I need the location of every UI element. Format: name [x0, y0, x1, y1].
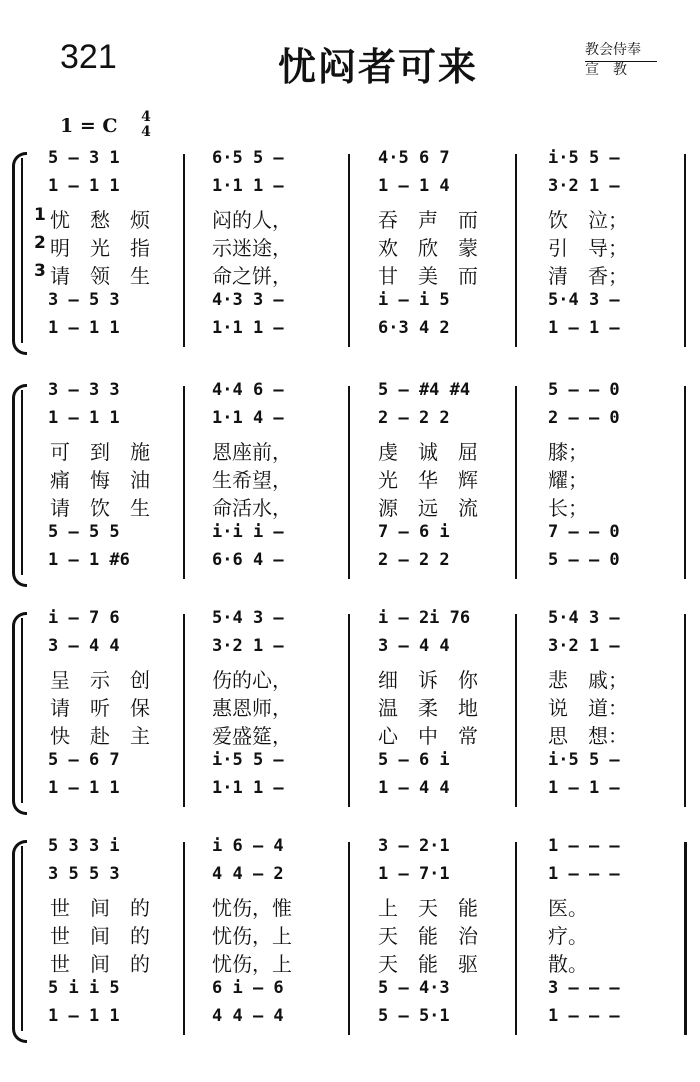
- upper-voice-measure: 1 — 1 1: [48, 408, 120, 428]
- lower-voice-measure: 5 — 6 7: [48, 750, 120, 770]
- time-signature-top: 4: [141, 109, 151, 125]
- verse-number: 2: [34, 233, 46, 253]
- verse-number: 3: [34, 261, 46, 281]
- barline: [183, 154, 185, 347]
- barline: [348, 614, 350, 807]
- score-system: [0, 380, 700, 585]
- system-bracket-line: [21, 158, 23, 343]
- lyric-measure: 可 到 施: [50, 440, 150, 464]
- lyric-measure: 请 领 生: [50, 264, 150, 288]
- lyric-measure: 医。: [548, 896, 588, 920]
- lyric-measure: 世 间 的: [50, 952, 150, 976]
- hymn-credit: [585, 40, 641, 80]
- lyric-measure: 光 华 辉: [378, 468, 478, 492]
- lower-voice-measure: 1 — 1 1: [48, 778, 120, 798]
- lyric-measure: 闷的人，: [212, 208, 292, 232]
- barline: [348, 386, 350, 579]
- lyric-measure: 爱盛筵，: [212, 724, 292, 748]
- lyric-measure: 生希望，: [212, 468, 292, 492]
- upper-voice-measure: 5 — #4 #4: [378, 380, 471, 400]
- lyric-measure: 心 中 常: [378, 724, 478, 748]
- lower-voice-measure: 1 — 4 4: [378, 778, 450, 798]
- lyric-measure: 痛 悔 油: [50, 468, 150, 492]
- upper-voice-measure: 5 — 3 1: [48, 148, 120, 168]
- lyric-measure: 思 想：: [548, 724, 628, 748]
- lower-voice-measure: 5 — — 0: [548, 550, 620, 570]
- system-bracket: [12, 612, 27, 815]
- lyric-measure: 命之饼，: [212, 264, 292, 288]
- lyric-measure: 上 天 能: [378, 896, 478, 920]
- lyric-measure: 忧伤，上: [212, 924, 292, 948]
- barline: [348, 154, 350, 347]
- lower-voice-measure: i·5 5 —: [548, 750, 620, 770]
- upper-voice-measure: 3 — 4 4: [48, 636, 120, 656]
- lyric-measure: 天 能 驱: [378, 952, 478, 976]
- lower-voice-measure: 1 — 1 1: [48, 1006, 120, 1026]
- lyric-measure: 甘 美 而: [378, 264, 478, 288]
- lyric-measure: 示迷途，: [212, 236, 292, 260]
- lyric-measure: 说 道：: [548, 696, 628, 720]
- lyric-measure: 悲 戚；: [548, 668, 628, 692]
- upper-voice-measure: i 6 — 4: [212, 836, 284, 856]
- lower-voice-measure: 3 — — —: [548, 978, 620, 998]
- barline: [183, 842, 185, 1035]
- credit-divider: [585, 61, 657, 62]
- barline: [684, 842, 687, 1035]
- upper-voice-measure: i — 7 6: [48, 608, 120, 628]
- lower-voice-measure: 7 — 6 i: [378, 522, 450, 542]
- barline: [684, 154, 686, 347]
- time-signature-bottom: 4: [141, 124, 151, 140]
- system-bracket: [12, 152, 27, 355]
- upper-voice-measure: 4·5 6 7: [378, 148, 450, 168]
- lyric-measure: 呈 示 创: [50, 668, 150, 692]
- upper-voice-measure: 5 3 3 i: [48, 836, 120, 856]
- lyric-measure: 清 香；: [548, 264, 628, 288]
- upper-voice-measure: 5·4 3 —: [548, 608, 620, 628]
- lyric-measure: 明 光 指: [50, 236, 150, 260]
- barline: [183, 614, 185, 807]
- lyric-measure: 散。: [548, 952, 588, 976]
- upper-voice-measure: 5·4 3 —: [212, 608, 284, 628]
- lyric-measure: 命活水，: [212, 496, 292, 520]
- hymn-title: 忧闷者可来: [278, 45, 479, 89]
- lyric-measure: 世 间 的: [50, 924, 150, 948]
- time-signature: [140, 110, 152, 140]
- upper-voice-measure: 1 — 1 1: [48, 176, 120, 196]
- barline: [684, 386, 686, 579]
- upper-voice-measure: 1·1 1 —: [212, 176, 284, 196]
- barline: [515, 842, 517, 1035]
- barline: [515, 386, 517, 579]
- lower-voice-measure: 1 — — —: [548, 1006, 620, 1026]
- system-bracket-line: [21, 846, 23, 1031]
- lyric-measure: 欢 欣 蒙: [378, 236, 478, 260]
- lyric-measure: 忧 愁 烦: [50, 208, 150, 232]
- system-bracket-line: [21, 618, 23, 803]
- score-system: [0, 836, 700, 1041]
- credit-line: 宣 教: [585, 62, 627, 78]
- upper-voice-measure: 3·2 1 —: [548, 176, 620, 196]
- score-system: [0, 148, 700, 353]
- upper-voice-measure: 3 — 4 4: [378, 636, 450, 656]
- lower-voice-measure: 4 4 — 4: [212, 1006, 284, 1026]
- upper-voice-measure: 1 — — —: [548, 836, 620, 856]
- lyric-measure: 忧伤，上: [212, 952, 292, 976]
- verse-number: 1: [34, 205, 46, 225]
- lower-voice-measure: 1 — 1 —: [548, 318, 620, 338]
- lyric-measure: 吞 声 而: [378, 208, 478, 232]
- lyric-measure: 耀；: [548, 468, 588, 492]
- upper-voice-measure: 4 4 — 2: [212, 864, 284, 884]
- lower-voice-measure: 1 — 1 —: [548, 778, 620, 798]
- lower-voice-measure: 4·3 3 —: [212, 290, 284, 310]
- lyric-measure: 引 导；: [548, 236, 628, 260]
- lower-voice-measure: 1·1 1 —: [212, 318, 284, 338]
- system-bracket: [12, 384, 27, 587]
- lyric-measure: 疗。: [548, 924, 588, 948]
- lyric-measure: 请 听 保: [50, 696, 150, 720]
- lyric-measure: 长；: [548, 496, 588, 520]
- lyric-measure: 快 赴 主: [50, 724, 150, 748]
- upper-voice-measure: 5 — — 0: [548, 380, 620, 400]
- upper-voice-measure: 1 — 1 4: [378, 176, 450, 196]
- upper-voice-measure: 1 — 7·1: [378, 864, 450, 884]
- lower-voice-measure: 1 — 1 #6: [48, 550, 130, 570]
- lower-voice-measure: i — i 5: [378, 290, 450, 310]
- score-system: [0, 608, 700, 813]
- lyric-measure: 膝；: [548, 440, 588, 464]
- barline: [348, 842, 350, 1035]
- lower-voice-measure: 3 — 5 3: [48, 290, 120, 310]
- lower-voice-measure: 5 i i 5: [48, 978, 120, 998]
- barline: [183, 386, 185, 579]
- upper-voice-measure: 3·2 1 —: [212, 636, 284, 656]
- lyric-measure: 温 柔 地: [378, 696, 478, 720]
- lower-voice-measure: 5 — 4·3: [378, 978, 450, 998]
- lower-voice-measure: 2 — 2 2: [378, 550, 450, 570]
- upper-voice-measure: i·5 5 —: [548, 148, 620, 168]
- upper-voice-measure: 1 — — —: [548, 864, 620, 884]
- lower-voice-measure: 5·4 3 —: [548, 290, 620, 310]
- lyric-measure: 饮 泣；: [548, 208, 628, 232]
- lower-voice-measure: i·i i —: [212, 522, 284, 542]
- lyric-measure: 虔 诚 屈: [378, 440, 478, 464]
- upper-voice-measure: 2 — — 0: [548, 408, 620, 428]
- upper-voice-measure: 3 — 2·1: [378, 836, 450, 856]
- lower-voice-measure: 1 — 1 1: [48, 318, 120, 338]
- hymn-number: 321: [60, 38, 117, 76]
- barline: [515, 614, 517, 807]
- upper-voice-measure: 3 — 3 3: [48, 380, 120, 400]
- upper-voice-measure: 1·1 4 —: [212, 408, 284, 428]
- upper-voice-measure: 3·2 1 —: [548, 636, 620, 656]
- upper-voice-measure: 4·4 6 —: [212, 380, 284, 400]
- upper-voice-measure: 2 — 2 2: [378, 408, 450, 428]
- lower-voice-measure: 6·6 4 —: [212, 550, 284, 570]
- lower-voice-measure: 5 — 6 i: [378, 750, 450, 770]
- upper-voice-measure: 6·5 5 —: [212, 148, 284, 168]
- lower-voice-measure: i·5 5 —: [212, 750, 284, 770]
- barline: [515, 154, 517, 347]
- lower-voice-measure: 1·1 1 —: [212, 778, 284, 798]
- lyric-measure: 天 能 治: [378, 924, 478, 948]
- lyric-measure: 世 间 的: [50, 896, 150, 920]
- lower-voice-measure: 7 — — 0: [548, 522, 620, 542]
- credit-line: 教会侍奉: [585, 42, 641, 58]
- key-signature: 1 = C: [60, 115, 118, 137]
- upper-voice-measure: 3 5 5 3: [48, 864, 120, 884]
- upper-voice-measure: i — 2i 76: [378, 608, 471, 628]
- lyric-measure: 请 饮 生: [50, 496, 150, 520]
- lyric-measure: 源 远 流: [378, 496, 478, 520]
- lower-voice-measure: 6·3 4 2: [378, 318, 450, 338]
- lyric-measure: 忧伤，惟: [212, 896, 292, 920]
- lyric-measure: 细 诉 你: [378, 668, 478, 692]
- lower-voice-measure: 5 — 5 5: [48, 522, 120, 542]
- system-bracket: [12, 840, 27, 1043]
- lyric-measure: 伤的心，: [212, 668, 292, 692]
- lower-voice-measure: 5 — 5·1: [378, 1006, 450, 1026]
- lyric-measure: 恩座前，: [212, 440, 292, 464]
- barline: [684, 614, 686, 807]
- system-bracket-line: [21, 390, 23, 575]
- lower-voice-measure: 6 i — 6: [212, 978, 284, 998]
- lyric-measure: 惠恩师，: [212, 696, 292, 720]
